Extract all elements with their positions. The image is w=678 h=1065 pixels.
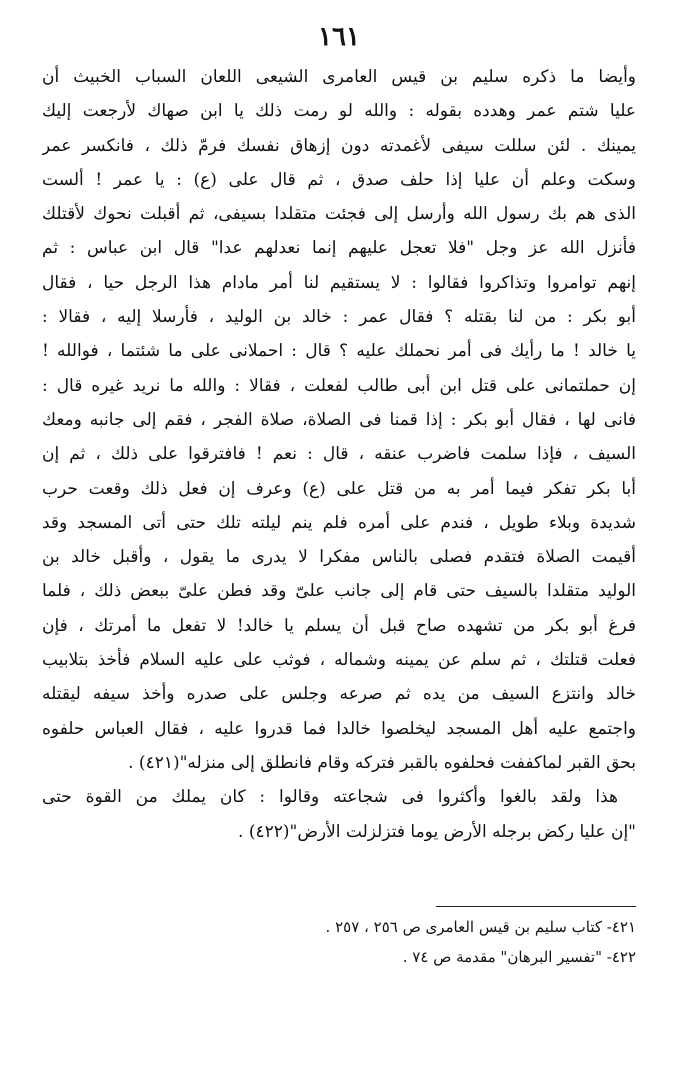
page-number: ١٦١	[318, 22, 360, 52]
text-line: وسكت وعلم أن عليا إذا حلف صدق ، ثم قال على (ع) : يا عمر ! ألست	[42, 169, 636, 190]
text-line: "إن عليا ركض برجله الأرض يوما فتزلزلت الأرض"(٤٢٢) .	[238, 821, 636, 842]
text-line: بحق القبر لماكففت فحلفوه بالقبر فتركه وقام فانطلق إلى منزله"(٤٢١) .	[128, 752, 636, 773]
text-line: فانى لها ، فقال أبو بكر : إذا قمنا فى الصلاة، صلاة الفجر ، فقم إلى جانبه ومعك	[42, 409, 636, 430]
footnote-separator	[436, 906, 636, 907]
footnote: ٤٢٢- "تفسير البرهان" مقدمة ص ٧٤ .	[402, 948, 636, 966]
text-line: يا خالد ! ما رأيك فى أمر نحملك عليه ؟ قال : احملانى على ما شئتما ، فوالله !	[42, 341, 636, 362]
text-line: أقيمت الصلاة فتقدم فصلى بالناس مفكرا لا يدرى ما يقول ، وأقبل خالد بن	[42, 547, 636, 568]
text-line: شديدة وبلاء طويل ، فندم على أمره فلم ينم ليلته تلك حتى أتى المسجد وقد	[42, 512, 636, 533]
text-line: واجتمع عليه أهل المسجد ليخلصوا خالدا فما قدروا عليه ، فقال العباس حلفوه	[42, 718, 636, 739]
text-line: الذى هم بك رسول الله وأرسل إلى فجئت متقلدا بسيفى، ثم أقبلت نحوك لأقتلك	[42, 204, 636, 225]
text-line: إن حملتمانى على قتل ابن أبى طالب لفعلت ، فقالا : والله ما نريد غيره قال :	[42, 375, 636, 396]
text-line: إنهم توامروا وتذاكروا فقالوا : لا يستقيم لنا أمر مادام هذا الرجل حيا ، فقال	[42, 272, 636, 293]
footnotes	[42, 912, 636, 972]
text-line: عليا شتم عمر وهدده بقوله : والله لو رمت ذلك يا ابن صهاك لأرجعت إليك	[42, 101, 636, 122]
footnote: ٤٢١- كتاب سليم بن قيس العامرى ص ٢٥٦ ، ٢٥٧ .	[325, 918, 636, 936]
text-line: خالد وانتزع السيف من يده ثم صرعه وجلس على صدره وأخذ سيفه ليقتله	[42, 684, 636, 705]
text-line: فأنزل الله عز وجل "فلا تعجل عليهم إنما نعدلهم عدا" قال ابن عباس : ثم	[42, 238, 636, 259]
text-line: أبو بكر : من لنا بقتله ؟ فقال عمر : خالد بن الوليد ، فأرسلا إليه ، فقالا :	[42, 307, 636, 328]
body-text	[42, 60, 636, 849]
text-line: هذا ولقد بالغوا وأكثروا فى شجاعته وقالوا : كان يملك من القوة حتى	[42, 787, 618, 808]
text-line: أبا بكر تفكر فيما أمر به من قتل على (ع) وعرف إن فعل ذلك وقعت حرب	[42, 478, 636, 499]
text-line: يمينك . لئن سللت سيفى لأغمدته دون إزهاق نفسك فرمّ ذلك ، فانكسر عمر	[42, 135, 636, 156]
text-line: فرغ أبو بكر من تشهده صاح قبل أن يسلم يا خالد! لا تفعل ما أمرتك ، فإن	[42, 615, 636, 636]
text-line: الوليد متقلدا بالسيف حتى قام إلى جانب علىّ وقد فطن علىّ ببعض ذلك ، فلما	[42, 581, 636, 602]
text-line: وأيضا ما ذكره سليم بن قيس العامرى الشيعى اللعان السباب الخبيث أن	[42, 67, 636, 87]
text-line: فعلت قتلتك ، ثم سلم عن يمينه وشماله ، فوثب على عليه السلام فأخذ بتلابيب	[42, 650, 636, 671]
text-line: السيف ، فإذا سلمت فاضرب عنقه ، قال : نعم ! فافترقوا على ذلك ، ثم إن	[42, 444, 636, 465]
